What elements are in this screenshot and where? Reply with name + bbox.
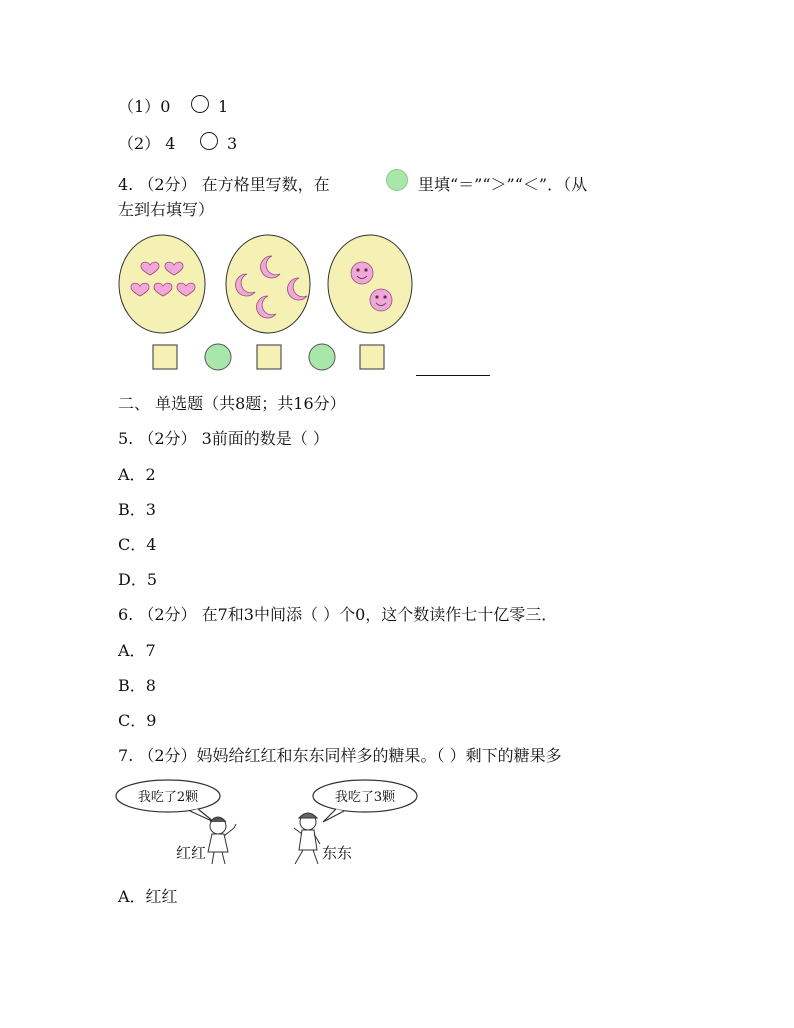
q7-option-a[interactable]: A．红红 [118, 887, 178, 906]
girl-icon [208, 817, 236, 864]
q5-option-a[interactable]: A．2 [118, 465, 156, 484]
answer-square-3[interactable] [360, 345, 384, 369]
compare-circle-1[interactable] [205, 344, 231, 370]
smiley-icon [370, 289, 392, 311]
q5-option-c[interactable]: C．4 [118, 535, 157, 554]
smiley-icon [351, 262, 373, 284]
q3-sub2-label: （2） [118, 134, 161, 153]
q6-option-b[interactable]: B．8 [118, 676, 156, 695]
answer-square-1[interactable] [153, 345, 177, 369]
q3-sub2-answer-circle[interactable] [200, 132, 218, 150]
q3-sub1 [118, 97, 170, 117]
bubble-left-text: 我吃了2颗 [137, 790, 199, 805]
q6-option-c[interactable]: C．9 [118, 711, 157, 730]
q7-illustration [110, 776, 430, 876]
q5-option-d[interactable]: D．5 [118, 570, 158, 589]
q5-option-b[interactable]: B．3 [118, 500, 156, 519]
q6-option-a[interactable]: A．7 [118, 641, 156, 660]
speech-bubble-right [313, 780, 417, 822]
q3-sub1-left: 0 [160, 97, 171, 116]
answer-square-2[interactable] [257, 345, 281, 369]
q3-sub2 [118, 134, 175, 154]
name-left: 红红 [176, 844, 207, 862]
q4-green-circle-icon [386, 169, 408, 191]
q3-sub1-label: （1） [118, 97, 161, 116]
q3-sub1-right: 1 [218, 97, 229, 116]
q4-text-a: 在方格里写数，在 [201, 175, 330, 194]
q4-answer-blank[interactable] [416, 375, 490, 376]
oval-smileys [328, 235, 412, 333]
q4-number: 4. [118, 175, 134, 194]
q3-sub2-right: 3 [227, 134, 238, 153]
name-right: 东东 [322, 844, 353, 862]
q6-stem: 6. （2分） 在7和3中间添（ ）个0，这个数读作七十亿零三． [118, 605, 558, 624]
q4-stem [118, 175, 330, 195]
q4-text-c: 左到右填写） [118, 200, 215, 219]
q4-text-b: 里填“＝”“＞”“＜”．（从 [418, 175, 588, 194]
bubble-right-text: 我吃了3颗 [334, 790, 396, 805]
speech-bubble-left [116, 780, 220, 822]
q3-sub1-answer-circle[interactable] [191, 95, 209, 113]
q4-points: （2分） [138, 175, 197, 194]
q5-stem: 5. （2分） 3前面的数是（ ） [118, 429, 329, 448]
section2-title: 二、 单选题（共8题；共16分） [118, 394, 346, 413]
q3-sub2-left: 4 [165, 134, 176, 153]
q7-stem: 7. （2分）妈妈给红红和东东同样多的糖果。（ ）剩下的糖果多 [118, 746, 562, 765]
q4-figure [116, 232, 416, 377]
compare-circle-2[interactable] [309, 344, 335, 370]
boy-icon [294, 813, 320, 864]
